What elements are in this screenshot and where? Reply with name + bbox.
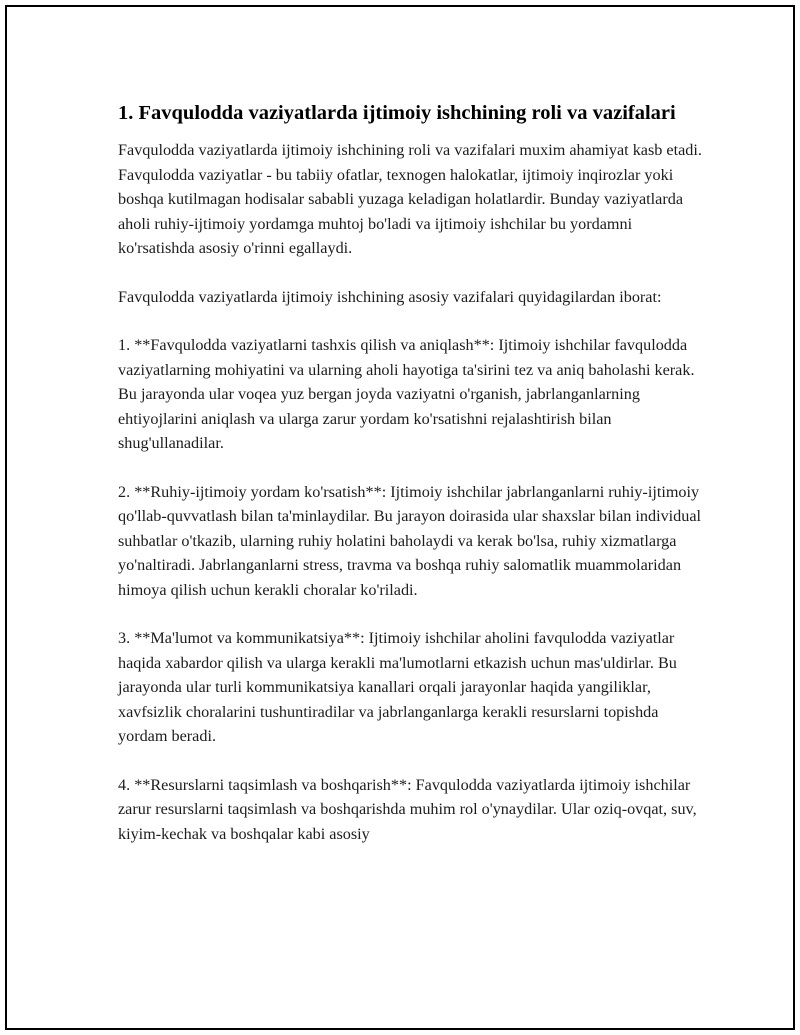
task-item-diagnosis: 1. **Favqulodda vaziyatlarni tashxis qilish va aniqlash**: Ijtimoiy ishchilar favqulodda vaziyatlarning mohiyatini va ularning aholi hayotiga ta'sirini tez va aniq baholashi kerak. Bu jarayonda ular voqea yuz bergan joyda vaziyatni o'rganish, jabrlanganlarning ehtiyojlarini aniqlash va ularga zarur yordam ko'rsatishni rejalashtirish bilan shug'ullanadilar.: [118, 336, 695, 452]
intro-paragraph: Favqulodda vaziyatlarda ijtimoiy ishchining roli va vazifalari muxim ahamiyat kasb etadi. Favqulodda vaziyatlar - bu tabiiy ofatlar, texnogen halokatlar, ijtimoiy inqirozlar yoki boshqa kutilmagan hodisalar sababli yuzaga keladigan holatlardir. Bunday vaziyatlarda aholi ruhiy-ijtimoiy yordamga muhtoj bo'ladi va ijtimoiy ishchilar bu yordamni ko'rsatishda asosiy o'rinni egallaydi.: [118, 141, 702, 257]
task-item-information-communication: 3. **Ma'lumot va kommunikatsiya**: Ijtimoiy ishchilar aholini favqulodda vaziyatlar haqida xabardor qilish va ularga kerakli ma'lumotlarni etkazish uchun mas'uldirlar. Bu jarayonda ular turli kommunikatsiya kanallari orqali jarayonlar haqida yangiliklar, xavfsizlik choralarini tushuntiradilar va jabrlanganlarga kerakli resurslarni topishda yordam beradi.: [118, 629, 677, 745]
section-heading: 1. Favqulodda vaziyatlarda ijtimoiy ishchining roli va vazifalari: [118, 102, 676, 124]
task-item-resource-management: 4. **Resurslarni taqsimlash va boshqarish**: Favqulodda vaziyatlarda ijtimoiy ishchilar zarur resurslarni taqsimlash va boshqarishda muhim rol o'ynaydilar. Ular oziq-ovqat, suv, kiyim-kechak va boshqalar kabi asosiy: [118, 775, 697, 843]
tasks-intro-paragraph: Favqulodda vaziyatlarda ijtimoiy ishchining asosiy vazifalari quyidagilardan iborat:: [118, 287, 662, 306]
document-body: [118, 99, 708, 870]
task-item-psychosocial-support: 2. **Ruhiy-ijtimoiy yordam ko'rsatish**: Ijtimoiy ishchilar jabrlanganlarni ruhiy-ijtimoiy qo'llab-quvvatlash bilan ta'minlaydilar. Bu jarayon doirasida ular shaxslar bilan individual suhbatlar o'tkazib, ularning ruhiy holatini baholaydi va kerak bo'lsa, ruhiy xizmatlarga yo'naltiradi. Jabrlanganlarni stress, travma va boshqa ruhiy salomatlik muammolaridan himoya qilish uchun kerakli choralar ko'riladi.: [118, 482, 702, 599]
page-frame: [5, 5, 795, 1030]
